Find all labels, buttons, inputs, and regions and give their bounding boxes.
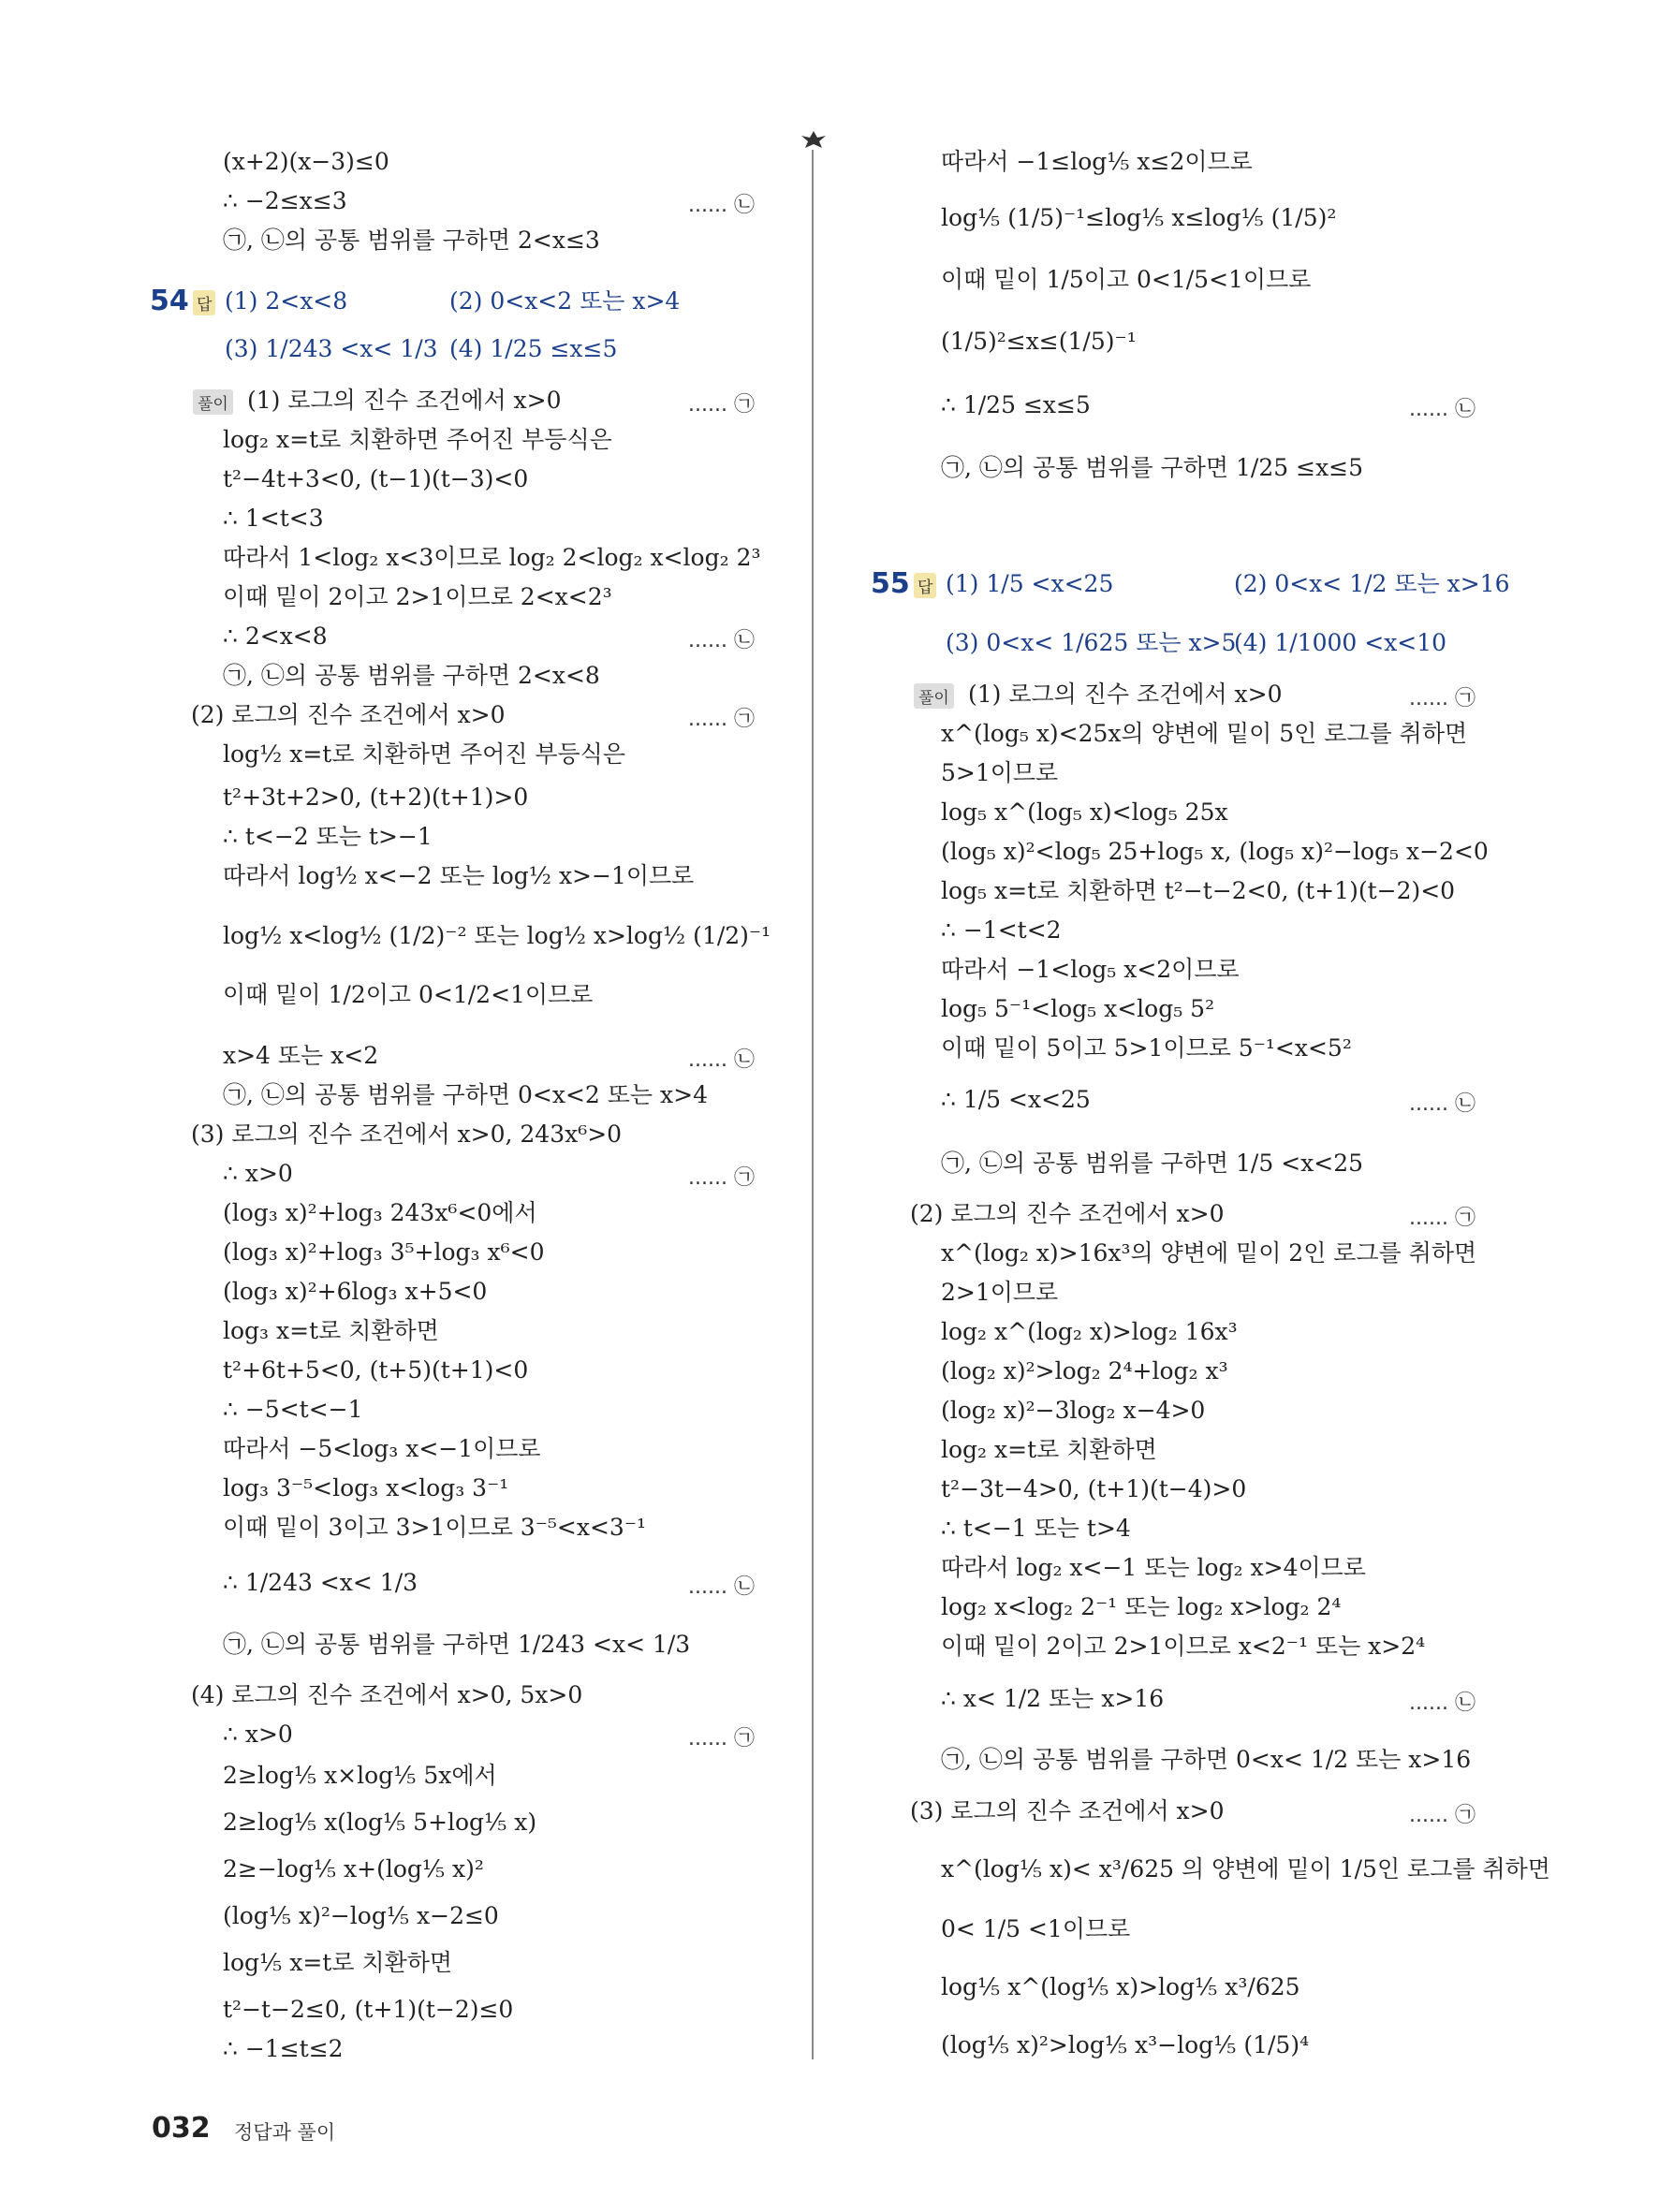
solution-line: log₃ 3⁻⁵<log₃ x<log₃ 3⁻¹: [223, 1474, 509, 1502]
solution-line: (log⅕ x)²−log⅕ x−2≤0: [223, 1902, 499, 1929]
answer-item: (3) 1/243 <x< 1/3: [225, 335, 438, 362]
equation-mark: ...... ㉠: [688, 1166, 755, 1190]
equation-mark: ...... ㉠: [688, 393, 755, 417]
solution-line: 따라서 −1<log₅ x<2이므로: [941, 956, 1240, 983]
equation-mark: ...... ㉠: [688, 708, 755, 731]
solution-line: (log₂ x)²>log₂ 2⁴+log₂ x³: [941, 1357, 1228, 1384]
solution-line: 2≥log⅕ x×log⅕ 5x에서: [223, 1762, 497, 1789]
answer-item: (3) 0<x< 1/625 또는 x>5: [946, 629, 1237, 656]
solution-line: ㉠, ㉡의 공통 범위를 구하면 1/243 <x< 1/3: [223, 1631, 691, 1658]
equation-mark: ...... ㉡: [1409, 1692, 1475, 1715]
solution-line: ㉠, ㉡의 공통 범위를 구하면 1/5 <x<25: [941, 1150, 1364, 1177]
solution-line: (3) 로그의 진수 조건에서 x>0: [910, 1797, 1225, 1824]
solution-line: t²+6t+5<0, (t+5)(t+1)<0: [223, 1356, 529, 1384]
solution-line: 이때 밑이 2이고 2>1이므로 x<2⁻¹ 또는 x>2⁴: [941, 1633, 1426, 1660]
solution-line: ∴ −5<t<−1: [223, 1396, 363, 1423]
solution-line: ∴ t<−1 또는 t>4: [941, 1515, 1131, 1542]
solution-line: (3) 로그의 진수 조건에서 x>0, 243x⁶>0: [191, 1121, 623, 1148]
solution-line: log₂ x=t로 치환하면 주어진 부등식은: [223, 426, 612, 453]
solution-line: (1) 로그의 진수 조건에서 x>0: [968, 681, 1283, 708]
solution-line: (log₃ x)²+6log₃ x+5<0: [223, 1278, 488, 1305]
solution-line: ∴ x>0: [223, 1160, 293, 1187]
answer-item: (4) 1/25 ≤x≤5: [449, 335, 618, 362]
solution-line: 따라서 log½ x<−2 또는 log½ x>−1이므로: [223, 862, 695, 889]
solution-line: 따라서 log₂ x<−1 또는 log₂ x>4이므로: [941, 1554, 1366, 1581]
solution-line: ∴ 1/243 <x< 1/3: [223, 1569, 418, 1596]
answer-item: (2) 0<x< 1/2 또는 x>16: [1234, 570, 1510, 597]
solution-line: (2) 로그의 진수 조건에서 x>0: [191, 701, 506, 728]
solution-badge: 풀이: [914, 683, 954, 709]
solution-line: log₅ x=t로 치환하면 t²−t−2<0, (t+1)(t−2)<0: [941, 877, 1456, 904]
equation-mark: ...... ㉠: [1409, 1207, 1475, 1230]
problem-number: 54: [150, 285, 189, 317]
text-line: ∴ 1/25 ≤x≤5: [941, 391, 1091, 418]
solution-line: x^(log₂ x)>16x³의 양변에 밑이 2인 로그를 취하면: [941, 1239, 1477, 1267]
solution-line: 이때 밑이 2이고 2>1이므로 2<x<2³: [223, 583, 612, 610]
solution-line: log₂ x<log₂ 2⁻¹ 또는 log₂ x>log₂ 2⁴: [941, 1593, 1342, 1620]
solution-line: t²−4t+3<0, (t−1)(t−3)<0: [223, 465, 529, 492]
equation-mark: ...... ㉡: [1409, 1092, 1475, 1116]
solution-line: 이때 밑이 5이고 5>1이므로 5⁻¹<x<5²: [941, 1034, 1352, 1062]
solution-line: log½ x<log½ (1/2)⁻² 또는 log½ x>log½ (1/2)⁻¹: [223, 922, 771, 949]
solution-line: 2>1이므로: [941, 1279, 1059, 1306]
answer-item: (1) 2<x<8: [225, 287, 348, 315]
page-number: 032: [152, 2112, 211, 2145]
text-line: 이때 밑이 1/5이고 0<1/5<1이므로: [941, 266, 1312, 293]
text-line: ㉠, ㉡의 공통 범위를 구하면 1/25 ≤x≤5: [941, 454, 1364, 481]
solution-line: t²−3t−4>0, (t+1)(t−4)>0: [941, 1475, 1247, 1502]
solution-badge: 풀이: [193, 389, 233, 415]
answer-badge: 답: [914, 573, 936, 598]
equation-mark: ...... ㉠: [1409, 1804, 1475, 1827]
solution-line: ㉠, ㉡의 공통 범위를 구하면 0<x< 1/2 또는 x>16: [941, 1746, 1472, 1773]
solution-line: ∴ t<−2 또는 t>−1: [223, 823, 433, 850]
text-line: ∴ −2≤x≤3: [223, 187, 347, 214]
equation-mark: ...... ㉡: [688, 194, 755, 217]
equation-mark: ...... ㉠: [1409, 687, 1475, 710]
answer-item: (2) 0<x<2 또는 x>4: [449, 287, 681, 315]
solution-line: ∴ 1/5 <x<25: [941, 1086, 1091, 1113]
solution-line: log₅ 5⁻¹<log₅ x<log₅ 5²: [941, 995, 1215, 1022]
problem-number: 55: [871, 567, 910, 600]
solution-line: log½ x=t로 치환하면 주어진 부등식은: [223, 740, 625, 768]
equation-mark: ...... ㉡: [688, 1575, 755, 1599]
solution-line: ㉠, ㉡의 공통 범위를 구하면 2<x<8: [223, 662, 600, 689]
solution-line: 따라서 −5<log₃ x<−1이므로: [223, 1435, 541, 1462]
solution-line: ∴ 1<t<3: [223, 505, 324, 532]
solution-line: 0< 1/5 <1이므로: [941, 1915, 1131, 1942]
solution-line: (log⅕ x)²>log⅕ x³−log⅕ (1/5)⁴: [941, 2031, 1310, 2058]
solution-line: log₅ x^(log₅ x)<log₅ 25x: [941, 798, 1228, 826]
solution-line: ∴ x>0: [223, 1721, 293, 1748]
solution-line: (4) 로그의 진수 조건에서 x>0, 5x>0: [191, 1681, 583, 1708]
answer-item: (4) 1/1000 <x<10: [1234, 629, 1447, 656]
solution-line: 따라서 1<log₂ x<3이므로 log₂ 2<log₂ x<log₂ 2³: [223, 544, 761, 571]
equation-mark: ...... ㉡: [688, 1048, 755, 1072]
answer-item: (1) 1/5 <x<25: [946, 570, 1114, 597]
column-divider: [812, 150, 814, 2059]
solution-line: log⅕ x^(log⅕ x)>log⅕ x³/625: [941, 1973, 1300, 2000]
solution-line: log₃ x=t로 치환하면: [223, 1317, 439, 1344]
solution-line: x>4 또는 x<2: [223, 1042, 379, 1069]
solution-line: log₂ x^(log₂ x)>log₂ 16x³: [941, 1318, 1238, 1345]
text-line: 따라서 −1≤log⅕ x≤2이므로: [941, 148, 1253, 175]
footer-label: 정답과 풀이: [234, 2121, 336, 2144]
solution-line: log⅕ x=t로 치환하면: [223, 1949, 453, 1976]
equation-mark: ...... ㉠: [688, 1727, 755, 1751]
solution-line: t²−t−2≤0, (t+1)(t−2)≤0: [223, 1996, 514, 2023]
solution-line: ∴ −1≤t≤2: [223, 2035, 344, 2062]
solution-line: (1) 로그의 진수 조건에서 x>0: [247, 387, 562, 414]
equation-mark: ...... ㉡: [1409, 398, 1475, 421]
text-line: log⅕ (1/5)⁻¹≤log⅕ x≤log⅕ (1/5)²: [941, 204, 1337, 231]
solution-line: (log₃ x)²+log₃ 3⁵+log₃ x⁶<0: [223, 1238, 545, 1266]
solution-line: 2≥log⅕ x(log⅕ 5+log⅕ x): [223, 1809, 537, 1836]
text-line: (1/5)²≤x≤(1/5)⁻¹: [941, 328, 1137, 355]
solution-line: ㉠, ㉡의 공통 범위를 구하면 0<x<2 또는 x>4: [223, 1081, 708, 1108]
solution-line: (log₅ x)²<log₅ 25+log₅ x, (log₅ x)²−log₅ x−2<0: [941, 838, 1489, 865]
solution-line: log₂ x=t로 치환하면: [941, 1436, 1157, 1463]
solution-line: ∴ −1<t<2: [941, 916, 1062, 944]
solution-line: 2≥−log⅕ x+(log⅕ x)²: [223, 1855, 484, 1882]
text-line: ㉠, ㉡의 공통 범위를 구하면 2<x≤3: [223, 227, 600, 254]
solution-line: t²+3t+2>0, (t+2)(t+1)>0: [223, 784, 529, 811]
ornament-icon: [800, 129, 828, 150]
text-line: (x+2)(x−3)≤0: [223, 148, 389, 175]
solution-line: (log₂ x)²−3log₂ x−4>0: [941, 1397, 1206, 1424]
solution-line: ∴ x< 1/2 또는 x>16: [941, 1685, 1165, 1712]
solution-line: 이때 밑이 1/2이고 0<1/2<1이므로: [223, 981, 594, 1008]
equation-mark: ...... ㉡: [688, 629, 755, 652]
solution-line: ∴ 2<x<8: [223, 623, 328, 650]
solution-line: (2) 로그의 진수 조건에서 x>0: [910, 1200, 1225, 1227]
solution-line: 5>1이므로: [941, 759, 1059, 786]
solution-line: 이때 밑이 3이고 3>1이므로 3⁻⁵<x<3⁻¹: [223, 1514, 647, 1541]
solution-line: (log₃ x)²+log₃ 243x⁶<0에서: [223, 1199, 537, 1226]
solution-line: x^(log⅕ x)< x³/625 의 양변에 밑이 1/5인 로그를 취하면: [941, 1855, 1550, 1882]
answer-badge: 답: [193, 290, 215, 315]
solution-line: x^(log₅ x)<25x의 양변에 밑이 5인 로그를 취하면: [941, 720, 1468, 747]
